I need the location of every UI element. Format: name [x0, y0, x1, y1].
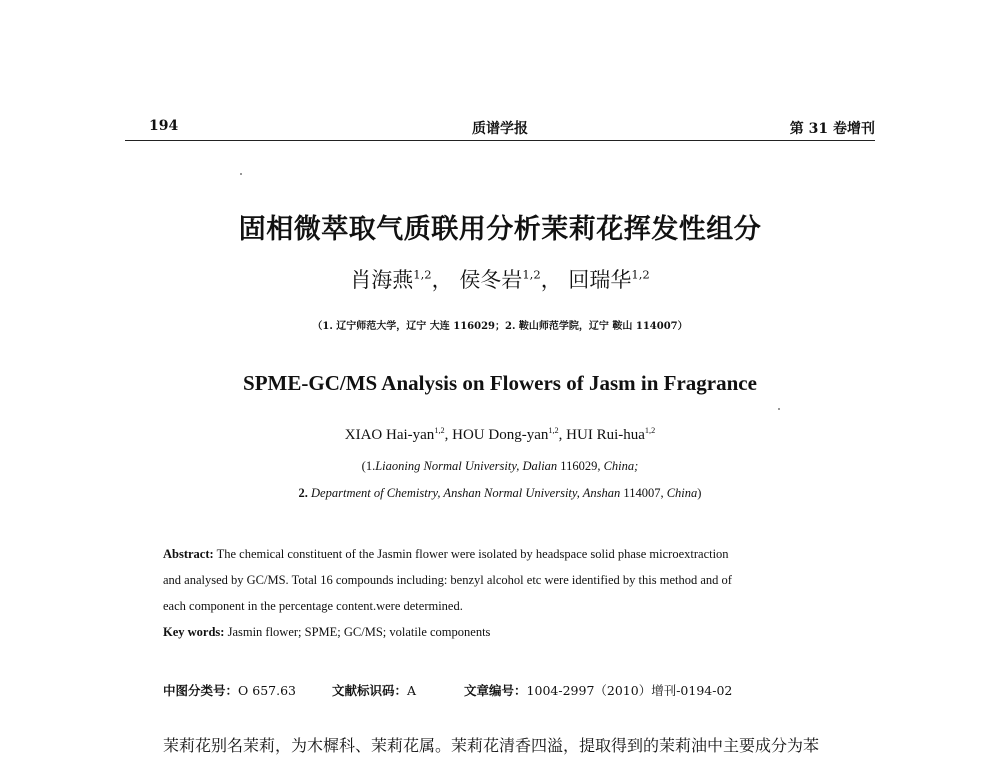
author-name: 肖海燕: [350, 268, 414, 292]
page-number: 194: [149, 118, 179, 134]
affil-country: China: [666, 486, 698, 500]
author-separator: ,: [444, 427, 453, 443]
abstract-text: The chemical constituent of the Jasmin flower were isolated by headspace solid phase microextraction: [213, 547, 729, 561]
abstract-line: [163, 593, 863, 619]
affil-number: (1.: [361, 459, 376, 473]
article-number-value: 1004-2997（2010）增刊-0194-02: [526, 683, 733, 698]
affil-close-paren: ): [697, 486, 702, 500]
abstract-line: [163, 541, 863, 567]
doc-code-value: A: [407, 683, 417, 698]
author-separator: ，: [540, 268, 562, 292]
authors-english: [0, 427, 1000, 444]
author-affil-mark: 1,2: [434, 425, 445, 435]
abstract-block: [163, 541, 863, 645]
affil-postcode: 114007,: [620, 486, 667, 500]
scan-speck: [240, 173, 242, 175]
journal-name: 质谱学报: [472, 121, 528, 137]
affiliation-english-line-1: [0, 459, 1000, 474]
abstract-text: and analysed by GC/MS. Total 16 compounds including: benzyl alcohol etc were identified by this method and of: [163, 573, 732, 587]
affil-number: 2.: [298, 486, 308, 500]
doc-code-label: 文献标识码：: [331, 683, 407, 698]
affil-institution: Department of Chemistry, Anshan Normal University, Anshan: [307, 486, 621, 500]
author-affil-mark: 1,2: [548, 425, 559, 435]
affil-institution: Liaoning Normal University, Dalian: [375, 459, 558, 473]
author-name: XIAO Hai-yan: [344, 427, 435, 443]
abstract-line: [163, 567, 863, 593]
abstract-label: Abstract:: [163, 547, 214, 561]
affiliation-chinese: （1. 辽宁师范大学，辽宁 大连 116029；2. 鞍山师范学院，辽宁 鞍山 114007）: [312, 321, 688, 332]
classification-line: [163, 681, 863, 699]
title-chinese: 固相微萃取气质联用分析茉莉花挥发性组分: [238, 214, 762, 245]
author-affil-mark: 1,2: [644, 425, 656, 435]
authors-chinese: [0, 264, 1000, 294]
scan-speck: [778, 408, 780, 410]
author-affil-mark: 1,2: [522, 267, 541, 282]
running-head: [125, 118, 875, 141]
author-affil-mark: 1,2: [631, 267, 650, 282]
abstract-text: each component in the percentage content.were determined.: [163, 599, 463, 613]
author-name: HOU Dong-yan: [452, 427, 549, 443]
author-name: HUI Rui-hua: [566, 427, 645, 443]
affiliation-english-line-2: [0, 486, 1000, 501]
author-separator: ,: [558, 427, 567, 443]
author-affil-mark: 1,2: [413, 267, 432, 282]
affil-postcode: 116029,: [557, 459, 604, 473]
author-name: 回瑞华: [568, 268, 632, 292]
clc-value: O 657.63: [238, 683, 296, 698]
author-name: 侯冬岩: [459, 268, 523, 292]
affil-country: China;: [603, 459, 639, 473]
volume-label: 第 31 卷增刊: [789, 121, 875, 137]
title-english: SPME-GC/MS Analysis on Flowers of Jasm in Fragrance: [243, 371, 757, 395]
body-paragraph: 茉莉花别名茉莉，为木樨科、茉莉花属。茉莉花清香四溢，提取得到的茉莉油中主要成分为苯: [163, 736, 820, 755]
author-separator: ，: [431, 268, 453, 292]
keywords-text: Jasmin flower; SPME; GC/MS; volatile components: [224, 625, 491, 639]
keywords-label: Key words:: [163, 625, 225, 639]
article-number-label: 文章编号：: [464, 683, 527, 698]
clc-label: 中图分类号：: [163, 683, 239, 698]
keywords-line: [163, 619, 863, 645]
